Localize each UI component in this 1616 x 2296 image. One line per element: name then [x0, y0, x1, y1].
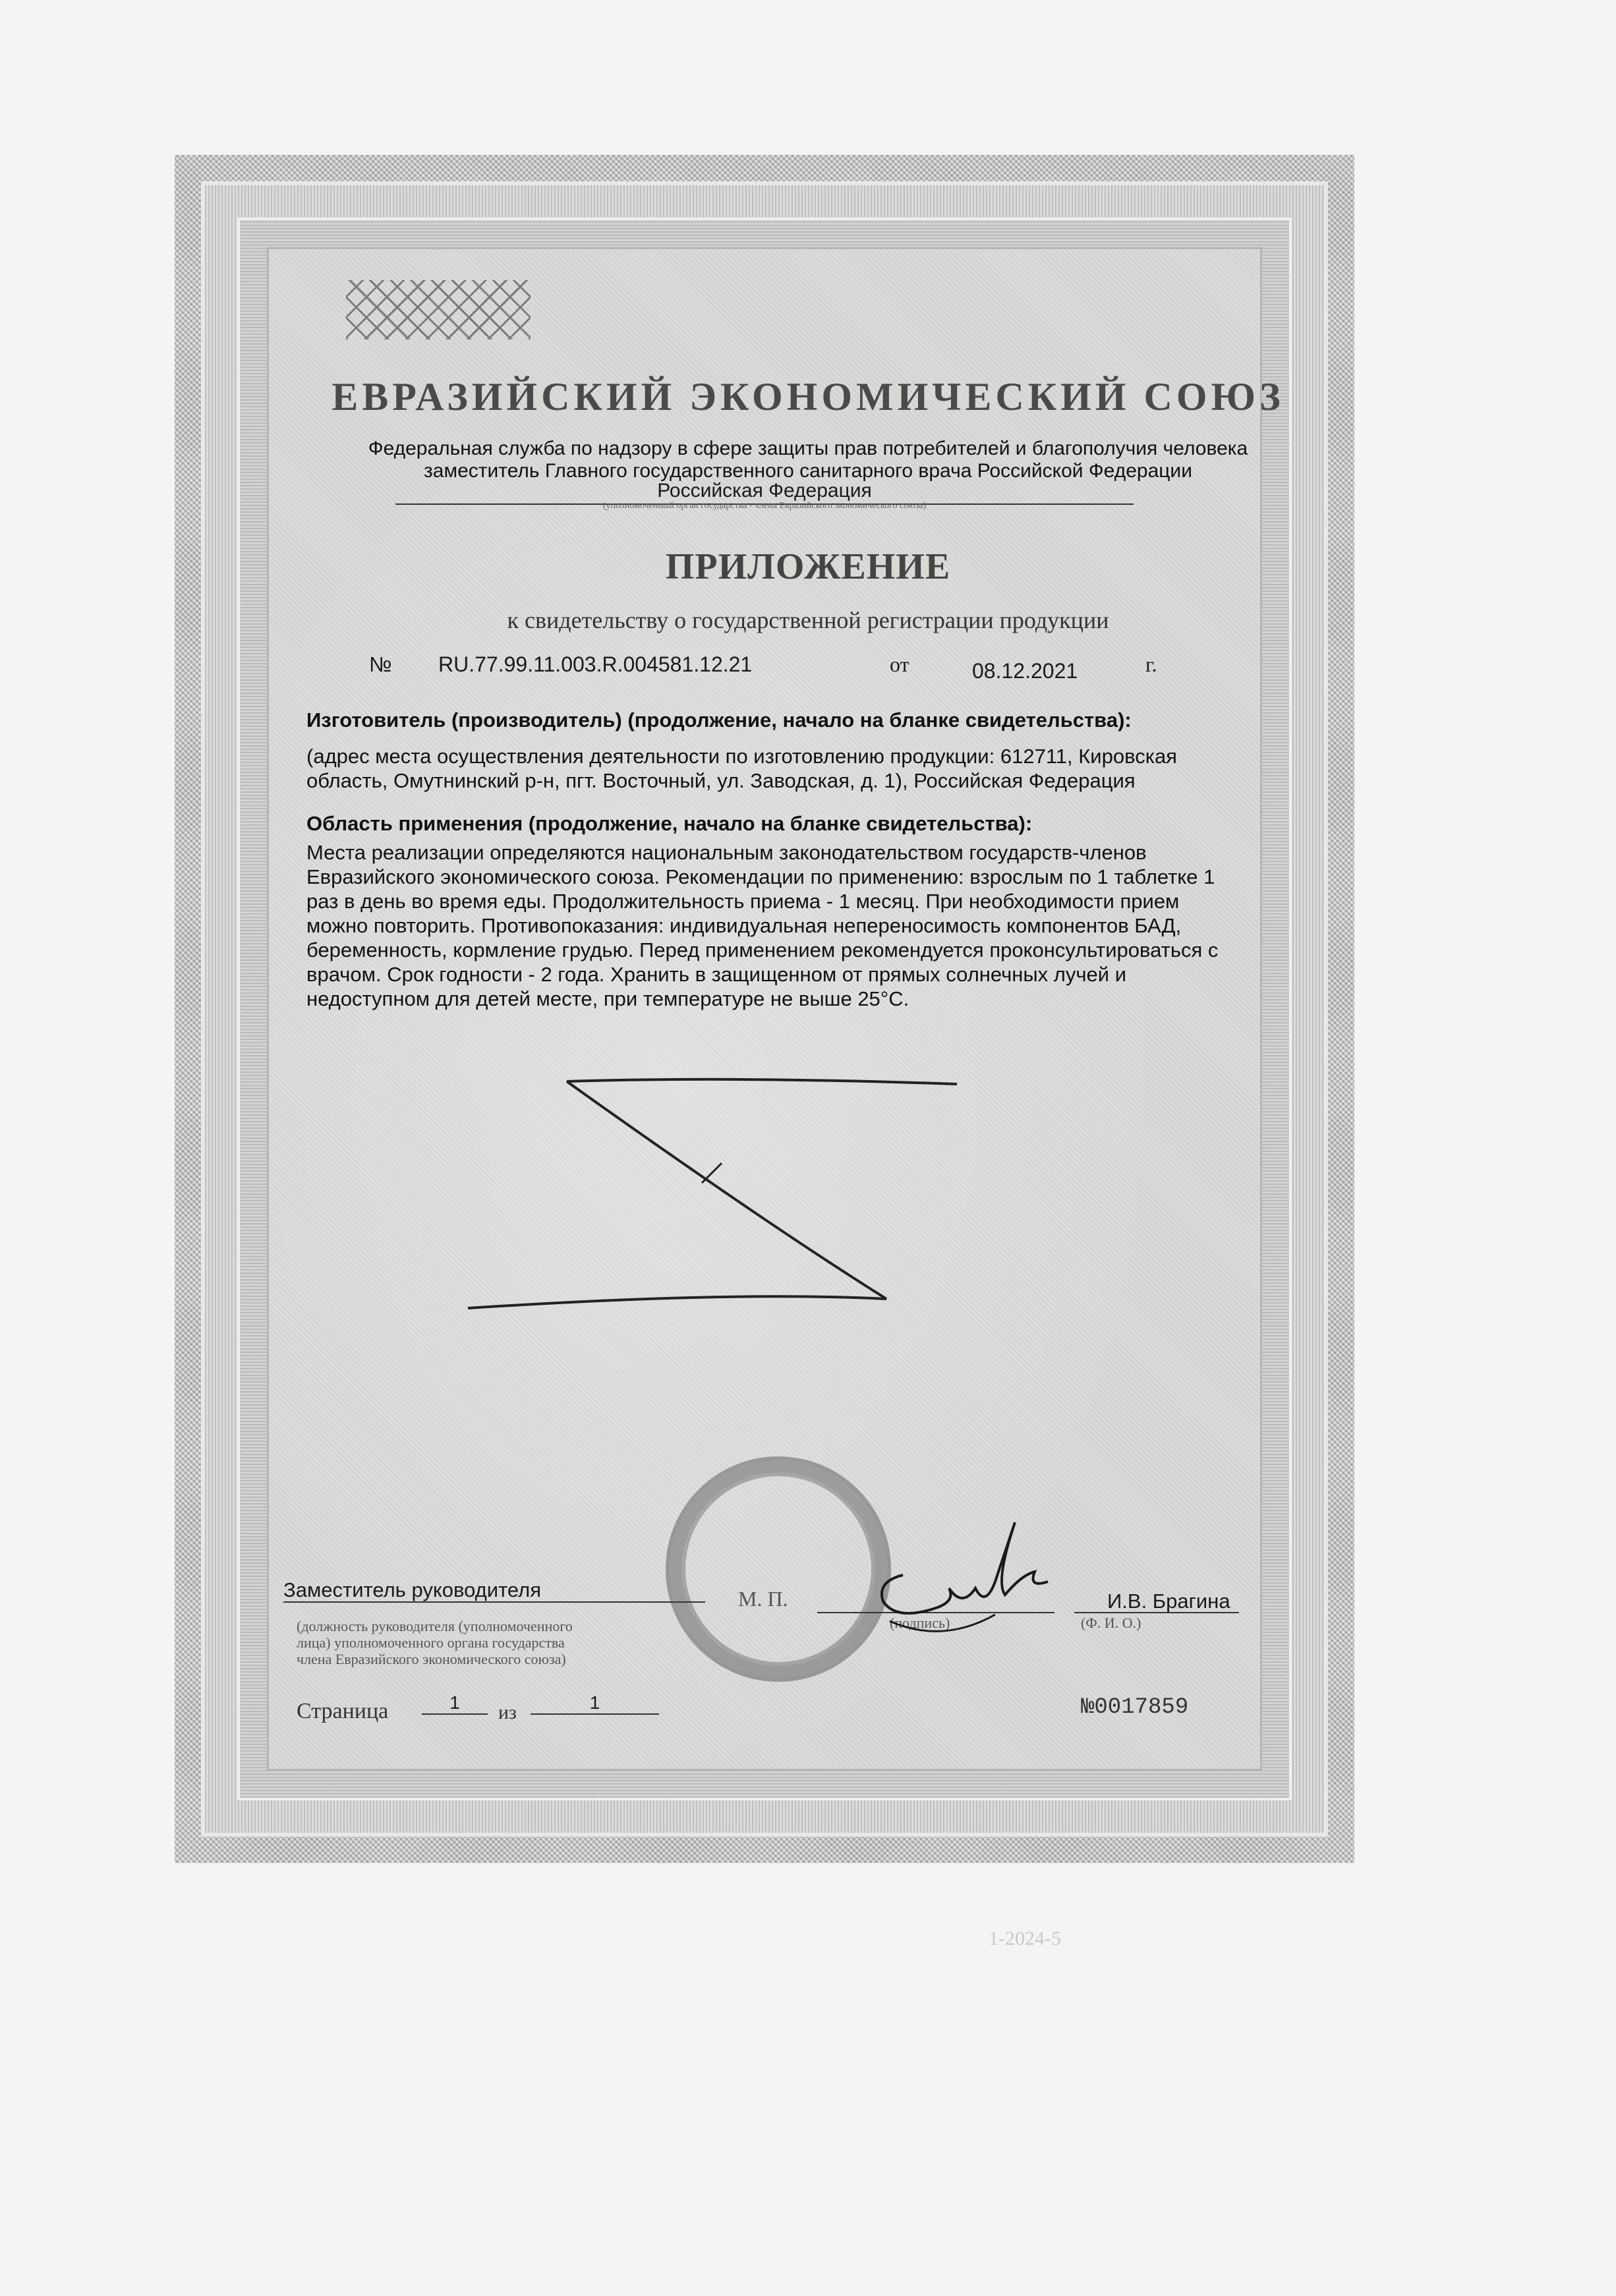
- signatory-position: Заместитель руководителя: [283, 1578, 542, 1601]
- manufacturer-address-line-1: (адрес места осуществления деятельности по изготовлению продукции: 612711, Кировская: [306, 745, 1177, 768]
- of-label: из: [498, 1702, 517, 1723]
- position-note-line: лица) уполномоченного органа государства: [297, 1634, 565, 1651]
- strikeout-z-mark: [455, 1064, 969, 1321]
- scope-line: недоступном для детей месте, при температуре не выше 25°С.: [306, 987, 909, 1010]
- union-title: ЕВРАЗИЙСКИЙ ЭКОНОМИЧЕСКИЙ СОЮЗ: [332, 375, 1284, 418]
- official-seal-icon: [666, 1456, 891, 1682]
- registration-number: RU.77.99.11.003.R.004581.12.21: [438, 652, 753, 676]
- serial-number: №0017859: [1081, 1695, 1189, 1720]
- margin-mark: 1-2024-5: [989, 1928, 1061, 1949]
- scope-heading: Область применения (продолжение, начало на бланке свидетельства):: [306, 812, 1033, 835]
- registration-date: 08.12.2021: [972, 659, 1078, 683]
- manufacturer-address-line-2: область, Омутнинский р-н, пгт. Восточный, ул. Заводская, д. 1), Российская Федерация: [306, 769, 1136, 792]
- document-title: ПРИЛОЖЕНИЕ: [665, 546, 951, 587]
- scope-line: раз в день во время еды. Продолжительность приема - 1 месяц. При необходимости прием: [306, 890, 1180, 913]
- country-note: (уполномоченный орган государства - члена Евразийского экономического союза): [602, 501, 927, 511]
- page-number: 1: [422, 1692, 488, 1715]
- registration-number-label: №: [369, 652, 392, 676]
- scope-line: Места реализации определяются национальным законодательством государств-членов: [306, 841, 1147, 864]
- position-underline: [283, 1601, 705, 1603]
- signatory-name: И.В. Брагина: [1107, 1590, 1230, 1613]
- signature-note: (подпись): [890, 1615, 950, 1631]
- manufacturer-heading: Изготовитель (производитель) (продолжение, начало на бланке свидетельства):: [306, 708, 1132, 732]
- position-note-line: (должность руководителя (уполномоченного: [297, 1618, 573, 1634]
- registration-date-label: от: [890, 652, 909, 676]
- document-subtitle: к свидетельству о государственной регистрации продукции: [507, 607, 1109, 633]
- stamp-place-label: М. П.: [738, 1587, 788, 1611]
- name-underline: [1074, 1612, 1239, 1613]
- scope-line: Евразийского экономического союза. Рекомендации по применению: взрослым по 1 таблетке 1: [306, 865, 1215, 888]
- name-note: (Ф. И. О.): [1081, 1615, 1141, 1631]
- scope-line: врачом. Срок годности - 2 года. Хранить в защищенном от прямых солнечных лучей и: [306, 963, 1127, 986]
- agency-line-2: заместитель Главного государственного санитарного врача Российской Федерации: [424, 460, 1192, 482]
- guilloche-pattern-icon: [346, 280, 531, 339]
- page-label: Страница: [297, 1699, 389, 1723]
- agency-line-1: Федеральная служба по надзору в сфере защиты прав потребителей и благополучия человека: [368, 438, 1248, 459]
- scope-line: можно повторить. Противопоказания: индивидуальная непереносимость компонентов БАД,: [306, 914, 1182, 937]
- country-line: Российская Федерация: [395, 480, 1134, 505]
- registration-year-suffix: г.: [1145, 652, 1157, 676]
- scope-line: беременность, кормление грудью. Перед применением рекомендуется проконсультироваться с: [306, 938, 1219, 961]
- page-total: 1: [531, 1692, 659, 1715]
- handwritten-signature: [863, 1509, 1061, 1654]
- position-note-line: члена Евразийского экономического союза): [297, 1651, 566, 1667]
